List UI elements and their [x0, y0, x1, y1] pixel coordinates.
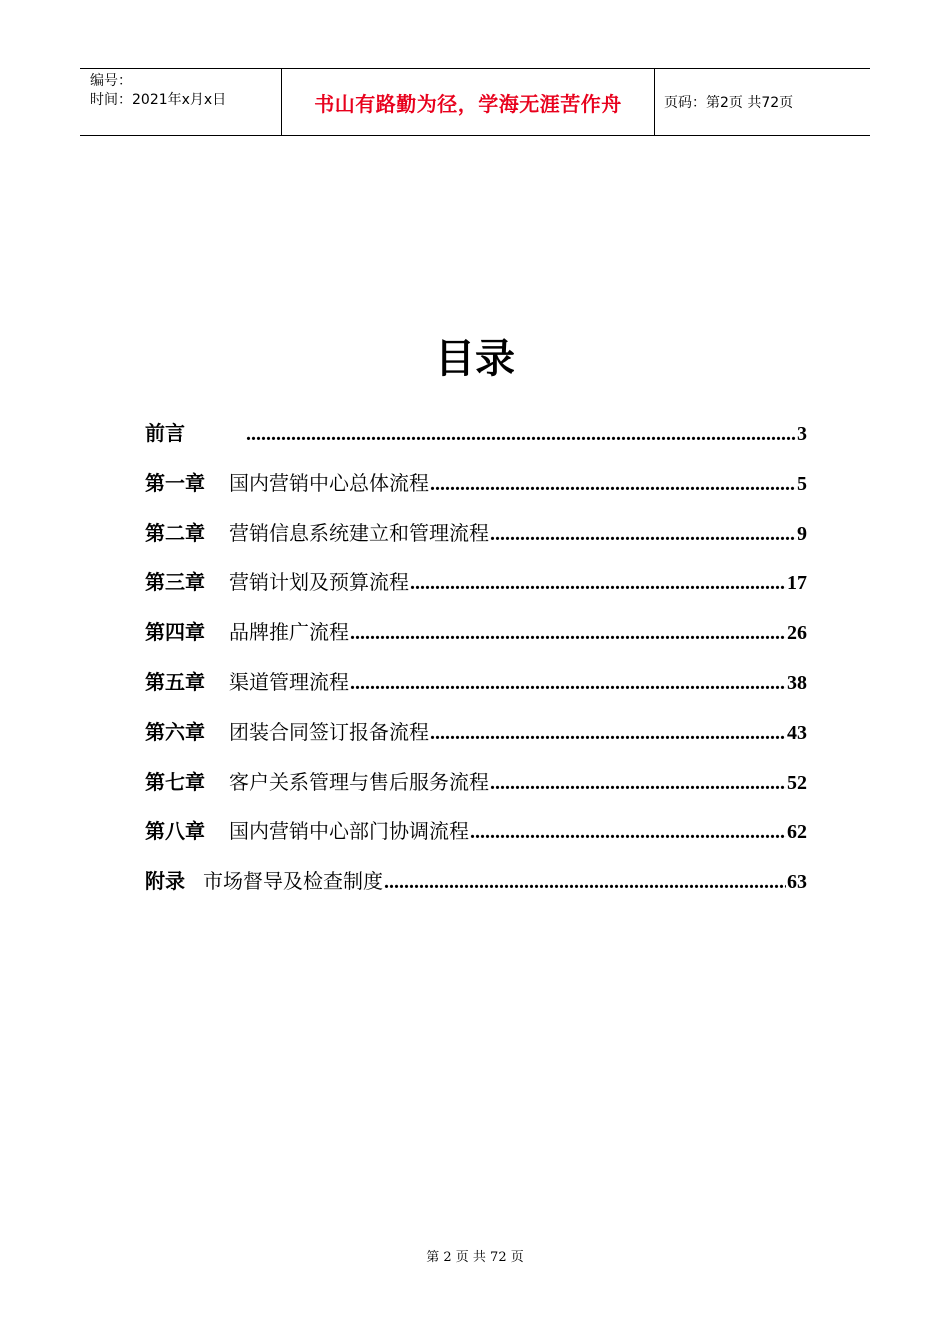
- toc-entry-title: 客户关系管理与售后服务流程: [229, 769, 489, 794]
- header-number-label: 编号：: [90, 73, 132, 89]
- toc-chapter-label: 第二章: [145, 520, 205, 545]
- toc-chapter-label: 前言: [145, 421, 185, 445]
- toc-entry-title: 市场督导及检查制度: [203, 869, 383, 894]
- toc-entry-title: 营销计划及预算流程: [229, 570, 409, 595]
- toc-chapter-label: 第五章: [145, 669, 205, 694]
- toc-leader-dots: [410, 563, 786, 603]
- toc-leader-dots: [490, 514, 796, 554]
- header-motto: 书山有路勤为径，学海无涯苦作舟: [282, 69, 655, 135]
- toc-leader-dots: [430, 464, 796, 504]
- toc-chapter-label: 第一章: [145, 470, 205, 495]
- header-meta: [80, 69, 282, 135]
- toc-page-number: 9: [797, 522, 807, 545]
- page-title: 目录: [435, 336, 515, 382]
- toc-leader-dots: [350, 613, 786, 653]
- toc-entry[interactable]: [145, 712, 807, 762]
- toc-entry[interactable]: [145, 861, 807, 911]
- header-time-label: 时间：2021年x月x日: [90, 92, 227, 108]
- table-of-contents: [145, 413, 807, 911]
- toc-leader-dots: [384, 862, 786, 902]
- toc-entry[interactable]: [145, 413, 807, 463]
- toc-page-number: 43: [787, 721, 807, 744]
- toc-chapter-label: 第四章: [145, 620, 205, 645]
- toc-page-number: 63: [787, 871, 807, 894]
- toc-page-number: 3: [797, 423, 807, 445]
- toc-leader-dots: [430, 713, 786, 753]
- toc-page-number: 38: [787, 671, 807, 694]
- toc-leader-dots: [246, 414, 796, 454]
- page-footer: 第 2 页 共 72 页: [426, 1250, 524, 1265]
- toc-chapter-label: 第七章: [145, 769, 205, 794]
- toc-entry-title: 渠道管理流程: [229, 669, 349, 694]
- toc-page-number: 26: [787, 622, 807, 645]
- header-page-info: 页码：第2页 共72页: [664, 95, 794, 111]
- toc-leader-dots: [490, 763, 786, 803]
- toc-leader-dots: [350, 663, 786, 703]
- toc-entry[interactable]: [145, 762, 807, 812]
- toc-entry[interactable]: [145, 562, 807, 612]
- toc-chapter-label: 第三章: [145, 570, 205, 595]
- toc-entry[interactable]: [145, 463, 807, 513]
- toc-chapter-label: 附录: [145, 869, 185, 894]
- toc-entry[interactable]: [145, 513, 807, 563]
- toc-entry-title: 团装合同签订报备流程: [229, 719, 429, 744]
- toc-entry[interactable]: [145, 811, 807, 861]
- toc-page-number: 17: [787, 572, 807, 595]
- toc-entry[interactable]: [145, 662, 807, 712]
- toc-chapter-label: 第六章: [145, 719, 205, 744]
- toc-entry[interactable]: [145, 612, 807, 662]
- toc-entry-title: 营销信息系统建立和管理流程: [229, 520, 489, 545]
- page-header: [80, 68, 870, 136]
- toc-entry-title: 国内营销中心部门协调流程: [229, 819, 469, 844]
- toc-page-number: 62: [787, 821, 807, 844]
- toc-entry-title: 国内营销中心总体流程: [229, 470, 429, 495]
- toc-chapter-label: 第八章: [145, 819, 205, 844]
- toc-page-number: 52: [787, 771, 807, 794]
- toc-leader-dots: [470, 812, 786, 852]
- toc-page-number: 5: [797, 472, 807, 495]
- toc-entry-title: 品牌推广流程: [229, 620, 349, 645]
